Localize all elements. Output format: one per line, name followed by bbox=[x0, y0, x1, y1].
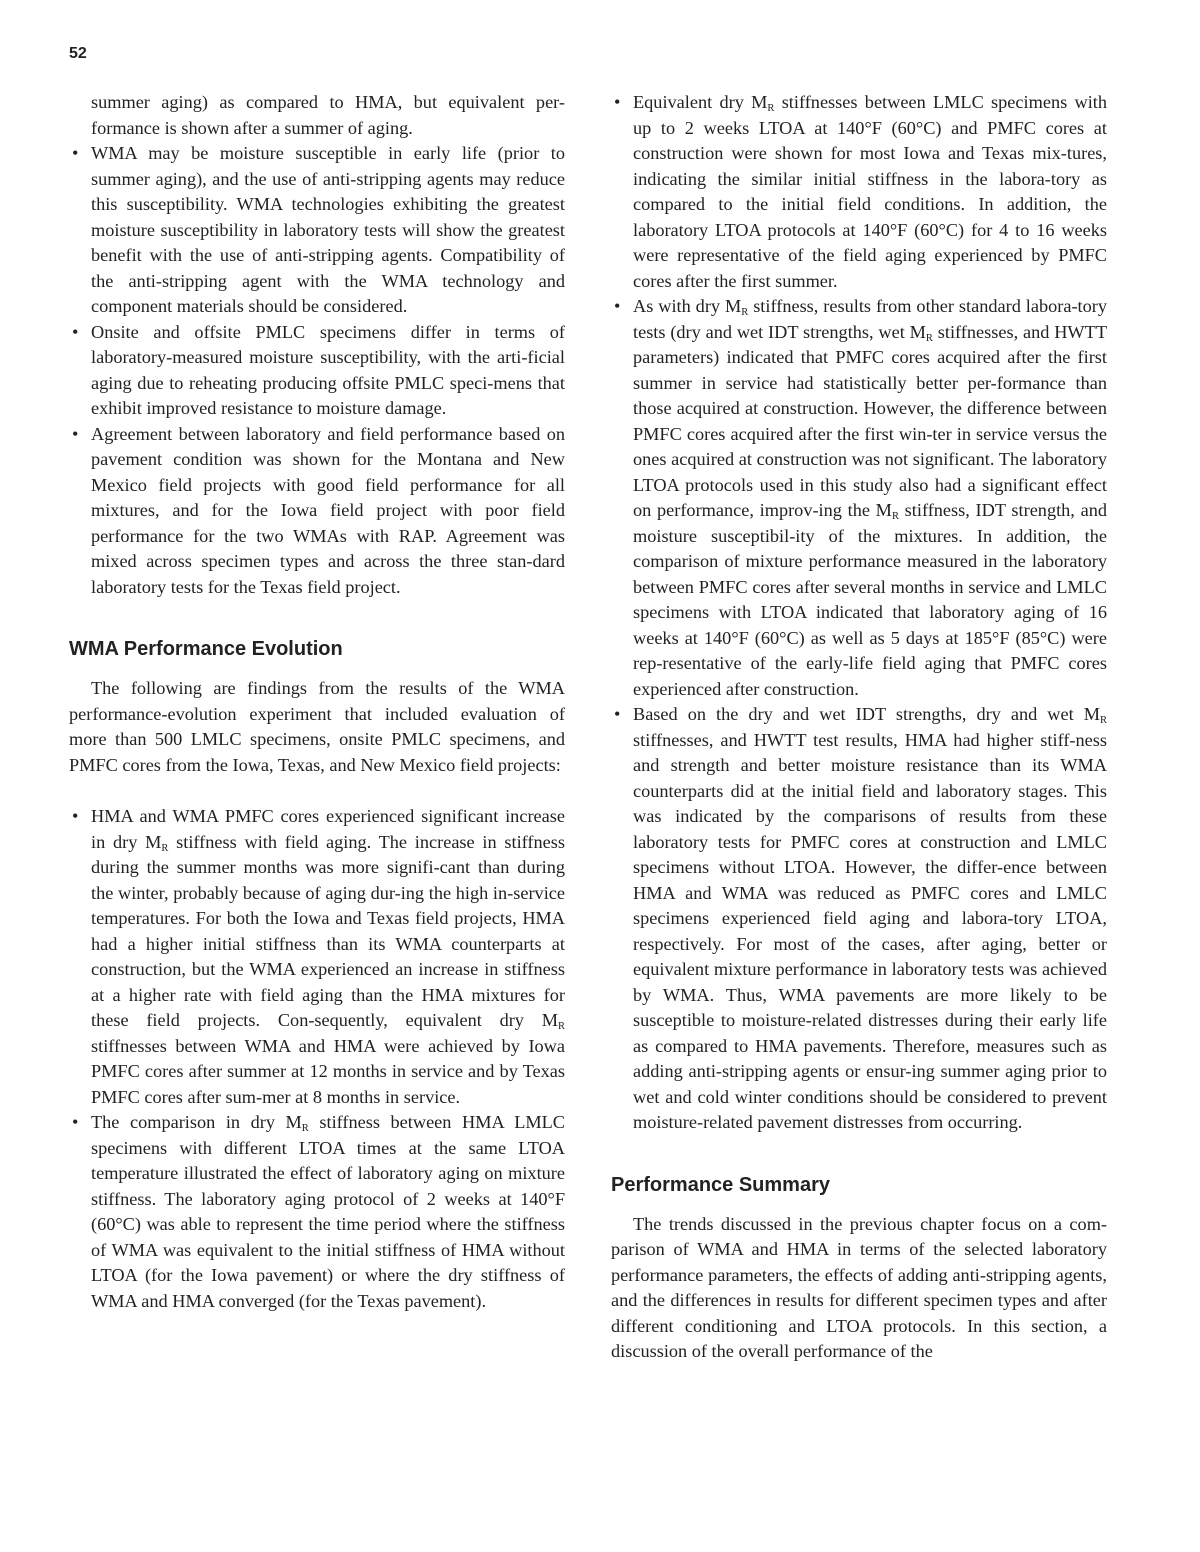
list-item-text: WMA may be moisture susceptible in early life (prior to summer aging), and the use of anti-stripping agents may reduce this susceptibility. WMA technologies exhibiting the greatest moisture susceptibility in laboratory tests will show the greatest benefit with the use of anti-stripping agents. Compatibility of the anti-stripping agent with the WMA technology and component materials should be considered. bbox=[91, 143, 565, 316]
list-item-text: Agreement between laboratory and field performance based on pavement condition was shown for the Montana and New Mexico field projects with good field performance for all mixtures, and for the Iowa field project with poor field performance for the two WMAs with RAP. Agreement was mixed across specimen types and across the three stan-dard laboratory tests for the Texas field project. bbox=[91, 423, 565, 597]
left-column bbox=[69, 90, 565, 1314]
list-item-text-b: stiffness between HMA LMLC specimens with different LTOA times at the same LTOA temperature illustrated the effect of laboratory aging on mixture stiffness. The laboratory aging protocol of 2 weeks at 140°F (60°C) was able to represent the time period where the stiffness of WMA was equivalent to the initial stiffness of HMA without LTOA (for the Iowa pavement) or where the dry stiffness of WMA and HMA converged (for the Texas pavement). bbox=[91, 1112, 565, 1311]
list-item-text-d: stiffness, IDT strength, and moisture susceptibil-ity of the mixtures. In addition, the comparison of mixture performance measured in the laboratory between PMFC cores after several months in service and LMLC specimens with LTOA indicated that laboratory aging of 16 weeks at 140°F (60°C) as well as 5 days at 185°F (85°C) were rep-resentative of the early-life field aging that PMFC cores experienced after construction. bbox=[633, 500, 1107, 699]
list-item-text-a: The comparison in dry M bbox=[91, 1112, 302, 1132]
list-item bbox=[69, 804, 565, 1110]
list-item bbox=[611, 294, 1107, 702]
list-item-text-c: stiffnesses, and HWTT parameters) indicated that PMFC cores acquired after the first summer in service had statistically better per-formance than those acquired at construction. However, the difference between PMFC cores acquired after the first win-ter in service versus the ones acquired at construction was not significant. The laboratory LTOA protocols used in this study also had a significant effect on performance, improv-ing the M bbox=[633, 321, 1107, 520]
bullet-icon: • bbox=[72, 423, 79, 444]
section-heading-performance-summary: Performance Summary bbox=[611, 1173, 830, 1196]
right-column bbox=[611, 90, 1107, 1365]
bullet-icon: • bbox=[72, 806, 79, 826]
subscript: R bbox=[301, 1123, 309, 1134]
subscript: R bbox=[891, 511, 899, 522]
list-item bbox=[611, 90, 1107, 294]
list-item-text-a: As with dry M bbox=[633, 296, 742, 316]
list-item-text: Onsite and offsite PMLC specimens differ in terms of laboratory-measured moisture susceptibility, with the arti-ficial aging due to reheating producing offsite PMLC speci-mens that exhibit improved resistance to moisture damage. bbox=[91, 321, 565, 418]
subscript: R bbox=[741, 307, 749, 318]
list-item-text-a: Equivalent dry M bbox=[633, 92, 768, 112]
bullet-icon: • bbox=[614, 704, 621, 724]
list-item-text-b: stiffness, results from other standard labora-tory tests (dry and wet IDT strengths, wet M bbox=[633, 296, 1107, 342]
list-item-continued bbox=[69, 90, 565, 141]
subscript: R bbox=[557, 1021, 565, 1032]
list-item-text-c: stiffnesses between WMA and HMA were achieved by Iowa PMFC cores after summer at 12 months in service and by Texas PMFC cores after sum-mer at 8 months in service. bbox=[91, 1035, 565, 1107]
list-item-text-b: stiffnesses, and HWTT test results, HMA had higher stiff-ness and strength and better moisture resistance than its WMA counterparts did at the initial field and laboratory stages. This was indicated by the comparisons of results from these laboratory tests for PMFC cores at construction and LMLC specimens without LTOA. However, the differ-ence between HMA and WMA was reduced as PMFC cores and LMLC specimens experienced field aging and labora-tory LTOA, respectively. For most of the cases, after aging, better or equivalent mixture performance in laboratory tests was achieved by WMA. Thus, WMA pavements are more likely to be susceptible to moisture-related distresses during their early life as compared to HMA pavements. Therefore, measures such as adding anti-stripping agents or ensur-ing summer aging prior to wet and cold winter conditions should be considered to prevent moisture-related pavement distresses from occurring. bbox=[633, 729, 1107, 1132]
subscript: R bbox=[1099, 715, 1107, 726]
summary-paragraph: The trends discussed in the previous chapter focus on a com-parison of WMA and HMA in terms of the selected laboratory performance parameters, the effects of adding anti-stripping agents, and the differences in results for different specimen types and after different conditioning and LTOA protocols. In this section, a discussion of the overall performance of the bbox=[611, 1213, 1107, 1361]
list-item-text-a: HMA and WMA PMFC cores experienced significant increase in dry M bbox=[91, 806, 565, 852]
list-item bbox=[611, 702, 1107, 1136]
list-item bbox=[69, 422, 565, 601]
bullet-list-top bbox=[69, 90, 565, 600]
bullet-icon: • bbox=[72, 1112, 79, 1132]
list-item bbox=[69, 320, 565, 422]
list-item-text: summer aging) as compared to HMA, but equivalent per-formance is shown after a summer of aging. bbox=[91, 92, 565, 138]
bullet-icon: • bbox=[614, 296, 621, 316]
bullet-icon: • bbox=[72, 143, 79, 163]
list-item-text-b: stiffnesses between LMLC specimens with up to 2 weeks LTOA at 140°F (60°C) and PMFC cores at construction were shown for most Iowa and Texas mix-tures, indicating the similar initial stiffness in the labora-tory as compared to the initial field conditions. In addition, the laboratory LTOA protocols at 140°F (60°C) for 4 to 16 weeks were representative of the field aging experienced by PMFC cores after the first summer. bbox=[633, 92, 1107, 291]
list-item bbox=[69, 141, 565, 320]
list-item-text-a: Based on the dry and wet IDT strengths, dry and wet M bbox=[633, 704, 1100, 724]
intro-paragraph: The following are findings from the results of the WMA performance-evolution experiment that included evaluation of more than 500 LMLC specimens, onsite PMLC specimens, and PMFC cores from the Iowa, Texas, and New Mexico field projects: bbox=[69, 678, 565, 775]
bullet-list-evolution bbox=[69, 804, 565, 1314]
bullet-list-right bbox=[611, 90, 1107, 1136]
subscript: R bbox=[161, 842, 169, 854]
section-heading-wma-performance-evolution: WMA Performance Evolution bbox=[69, 638, 343, 660]
subscript: R bbox=[925, 332, 933, 344]
list-item bbox=[69, 1110, 565, 1314]
bullet-icon: • bbox=[614, 92, 621, 112]
page-number: 52 bbox=[69, 45, 87, 62]
list-item-text-b: stiffness with field aging. The increase in stiffness during the summer months was more signifi-cant than during the winter, probably because of aging dur-ing the high in-service temperatures. For both the Iowa and Texas field projects, HMA had a higher initial stiffness than its WMA counterparts at construction, but the WMA experienced an increase in stiffness at a higher rate with field aging than the HMA mixtures for these field projects. Con-sequently, equivalent dry M bbox=[91, 831, 565, 1030]
subscript: R bbox=[767, 103, 775, 114]
bullet-icon: • bbox=[72, 321, 79, 342]
